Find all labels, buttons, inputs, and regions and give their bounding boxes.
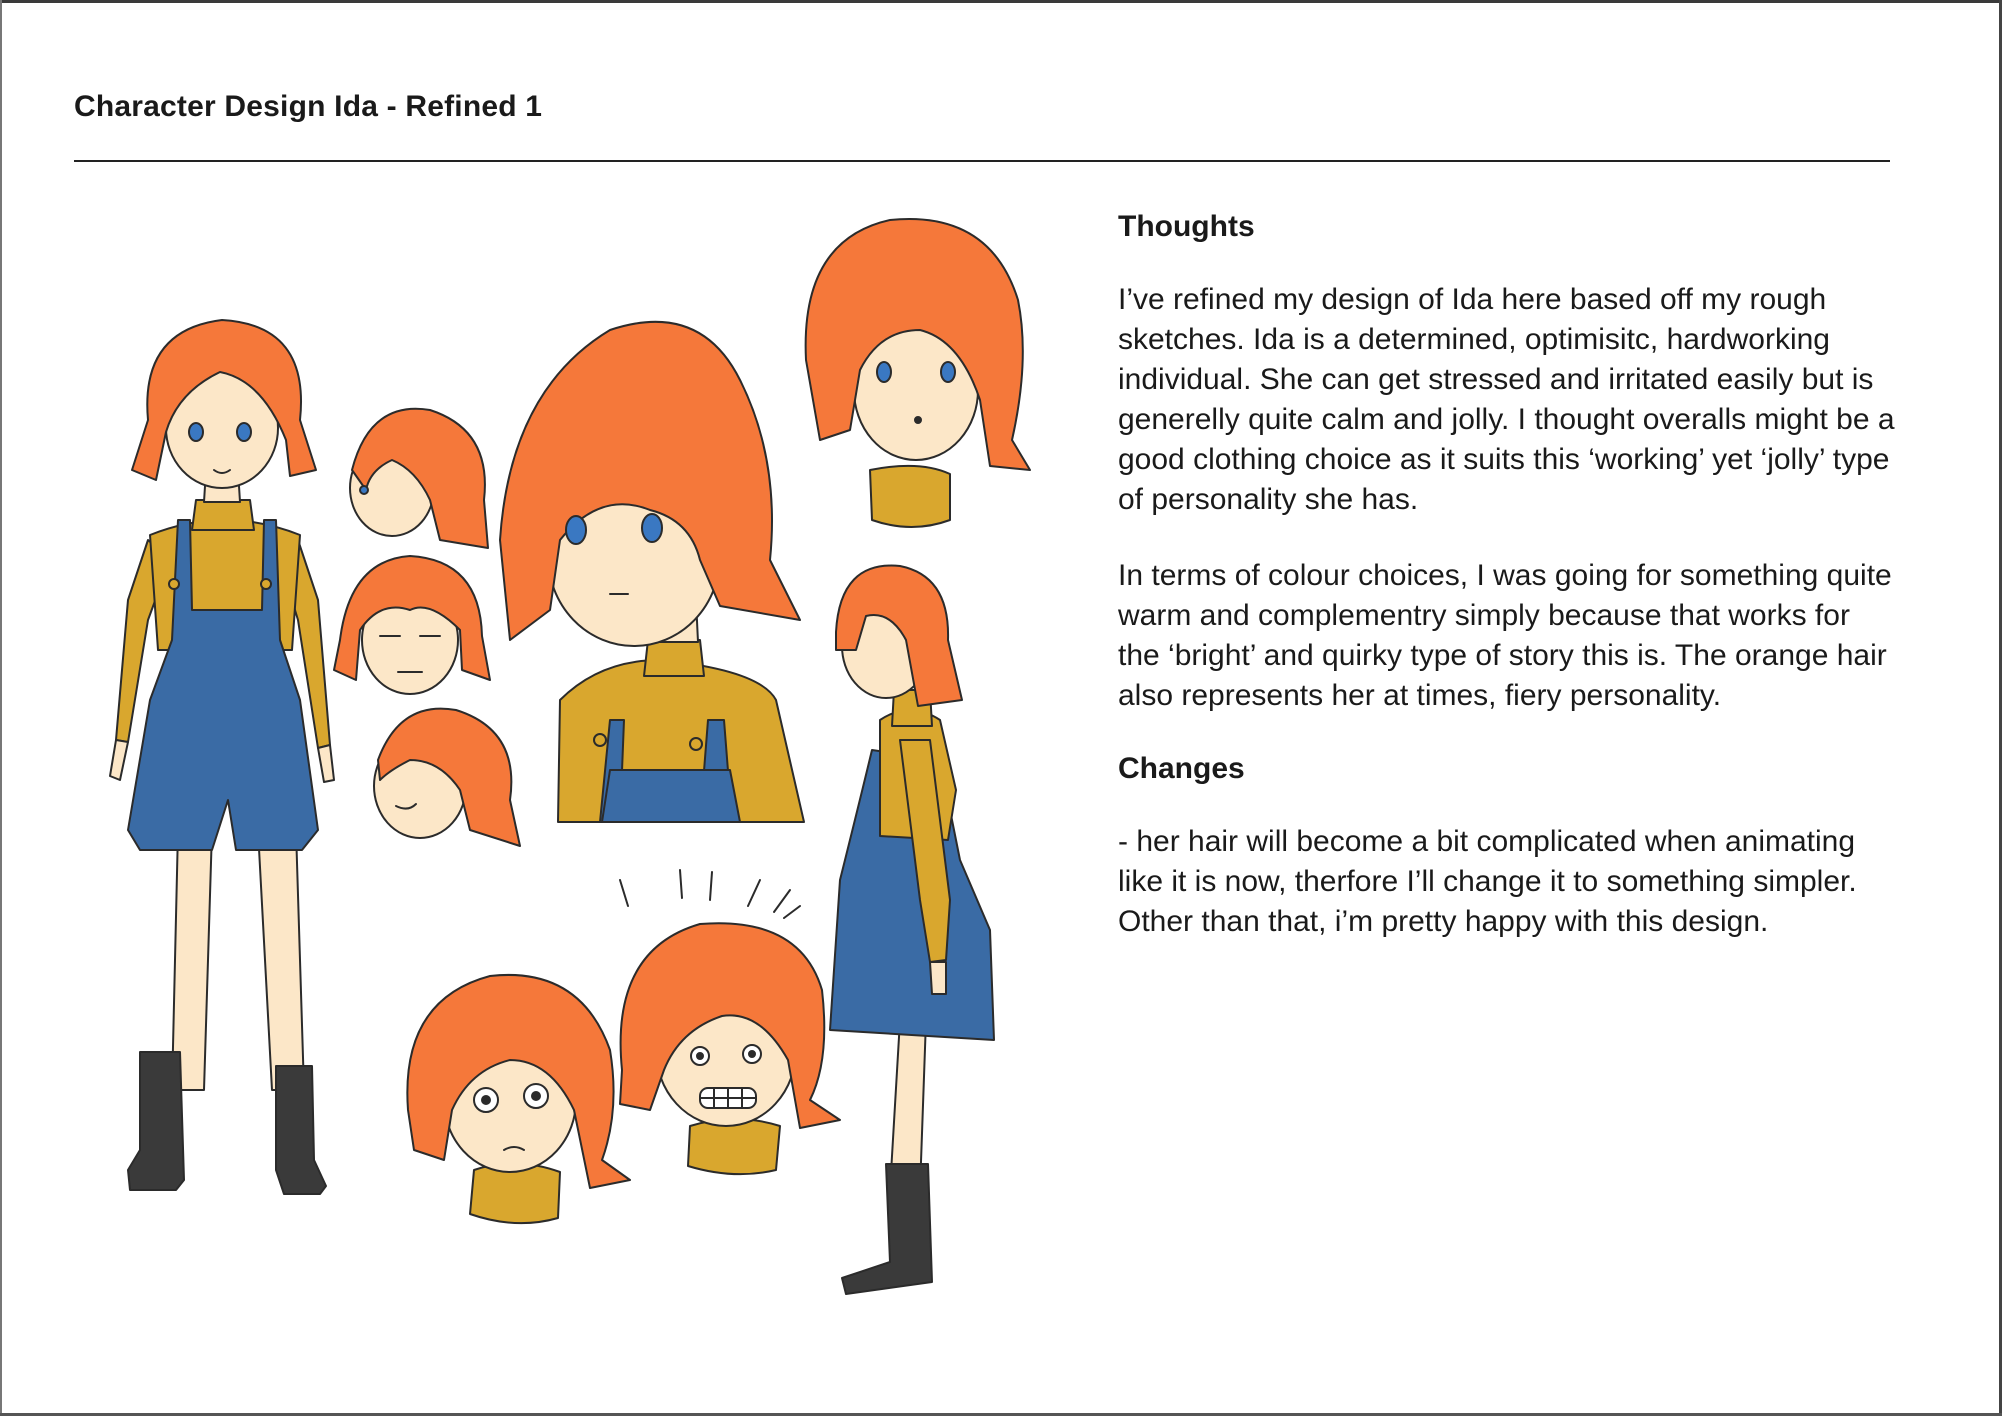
head-smirk-profile <box>374 709 520 846</box>
thoughts-heading: Thoughts <box>1118 210 1255 243</box>
thoughts-paragraph-2: In terms of colour choices, I was going for something quite warm and complementry simply because that works for the ‘bright’ and quirky type of story this is. The orange hair also represents her at times, fiery personality. <box>1118 559 1892 712</box>
head-nervous <box>407 975 630 1223</box>
head-three-quarter <box>806 219 1030 527</box>
character-front-view <box>110 320 334 1194</box>
changes-paragraph-1: - her hair will become a bit complicated when animating like it is now, therfore I’ll change it to something simpler. Other than that, i’m pretty happy with this design. <box>1118 825 1857 938</box>
bust-closeup <box>500 322 804 822</box>
notes-column <box>1118 210 1898 978</box>
head-profile-left <box>350 409 488 548</box>
page-title: Character Design Ida - Refined 1 <box>74 90 543 123</box>
character-side-view <box>830 566 994 1294</box>
changes-heading: Changes <box>1118 752 1245 785</box>
thoughts-paragraph-1: I’ve refined my design of Ida here based off my rough sketches. Ida is a determined, optimisitc, hardworking individual. She can get stressed and irritated easily but is generelly quite calm and jolly. I thought overalls might be a good clothing choice as it suits this ‘working’ yet ‘jolly’ type of personality she has. <box>1118 283 1895 516</box>
head-annoyed <box>334 556 490 694</box>
head-stressed <box>620 870 840 1174</box>
